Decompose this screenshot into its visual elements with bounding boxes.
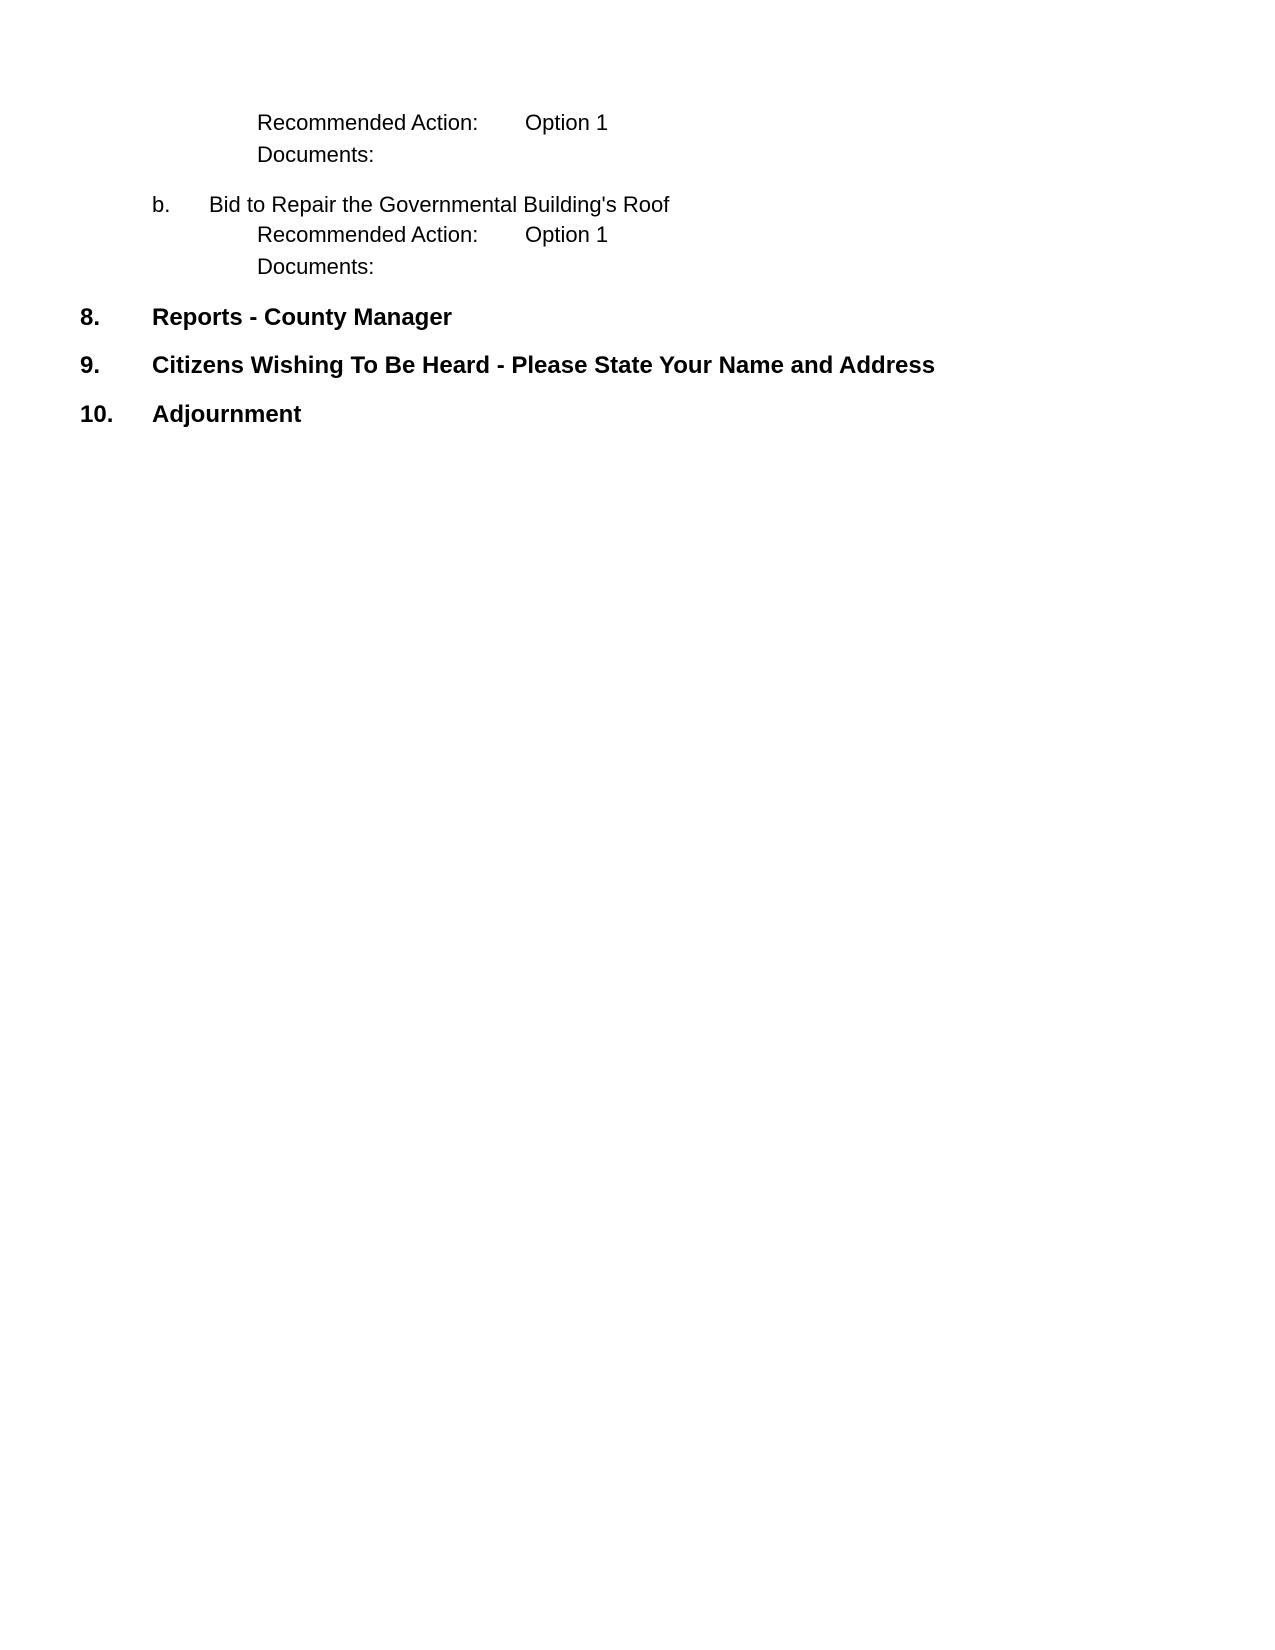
- section-10-number: 10.: [80, 401, 114, 428]
- item-b-marker: b.: [152, 192, 171, 217]
- section-9-number: 9.: [80, 352, 101, 379]
- item-b-recommended-action-value: Option 1: [525, 222, 609, 247]
- section-10-title: Adjournment: [152, 401, 302, 428]
- documents-label: Documents:: [257, 142, 375, 167]
- section-8-title: Reports - County Manager: [152, 304, 453, 331]
- recommended-action-value: Option 1: [525, 110, 609, 135]
- item-b-title: Bid to Repair the Governmental Building's Roof: [209, 192, 670, 217]
- section-8-number: 8.: [80, 304, 101, 331]
- recommended-action-label: Recommended Action:: [257, 110, 479, 135]
- section-9-title: Citizens Wishing To Be Heard - Please State Your Name and Address: [152, 352, 936, 379]
- item-b-recommended-action-label: Recommended Action:: [257, 222, 479, 247]
- item-b-documents-label: Documents:: [257, 254, 375, 279]
